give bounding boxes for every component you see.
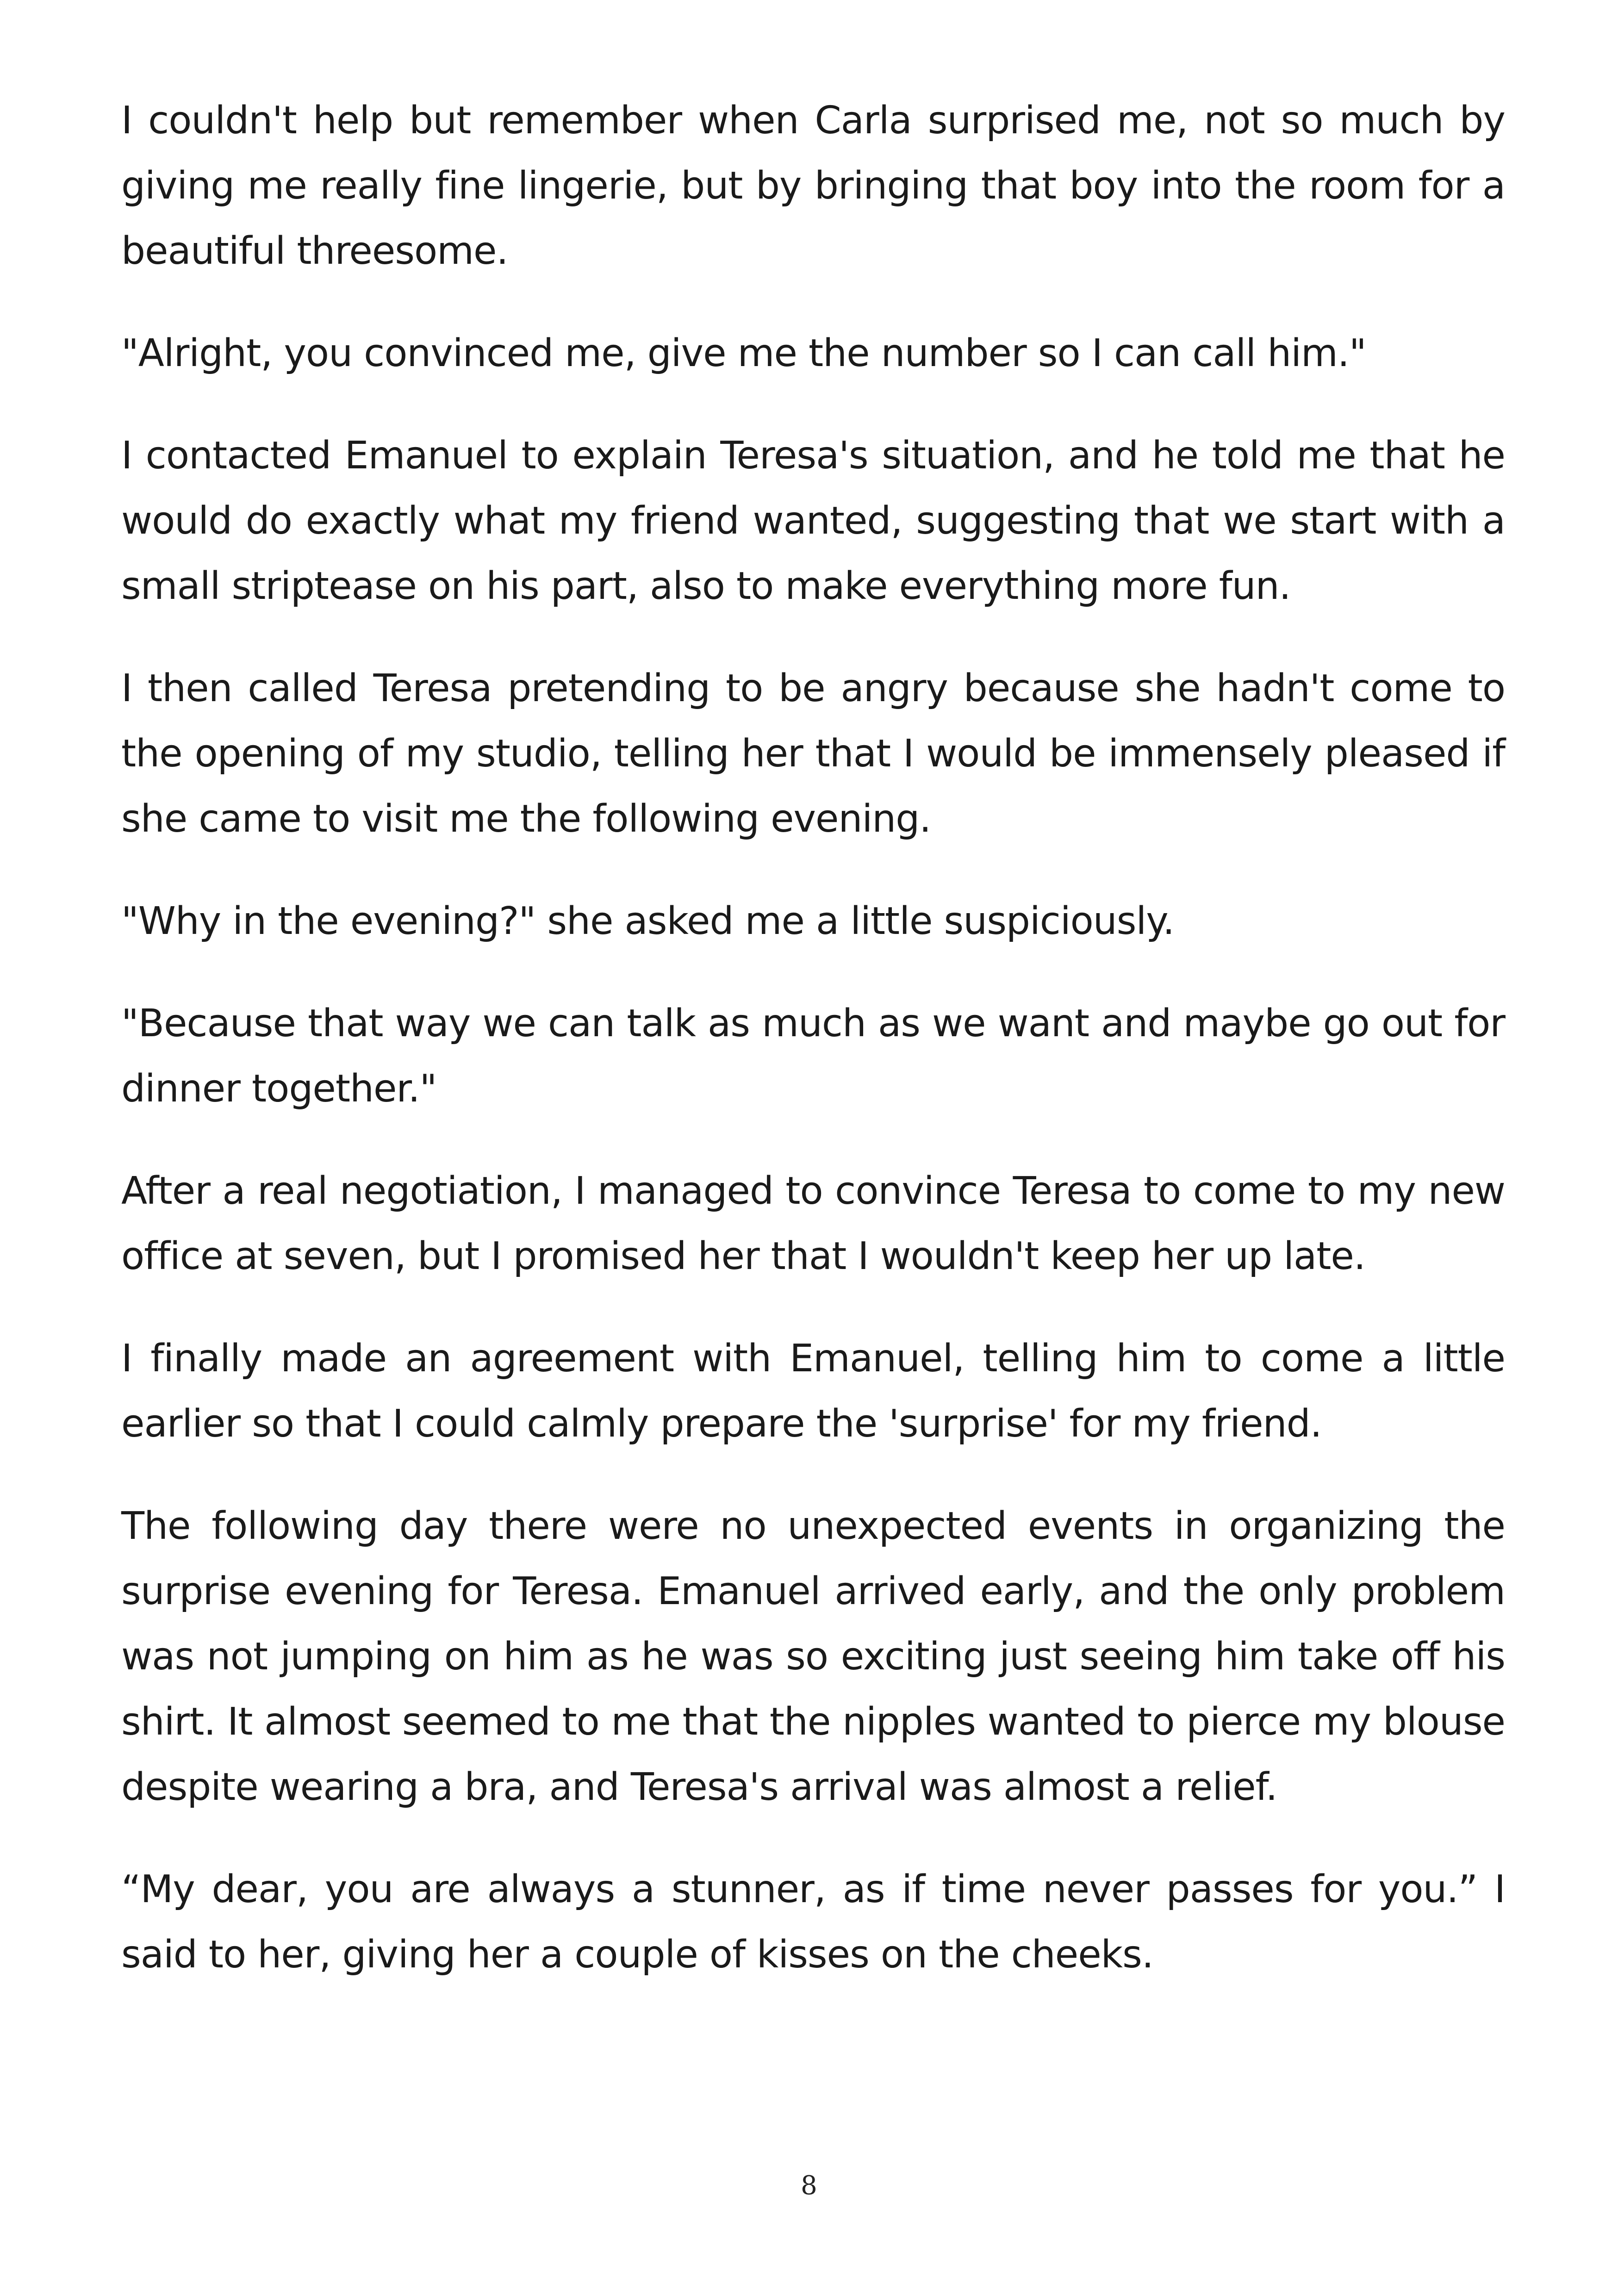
paragraph-1: I couldn't help but remember when Carla surprised me, not so much by giving me really fine lingerie, but by bringing that boy into the room for a beautiful threesome. <box>121 99 1505 273</box>
paragraph-2: "Alright, you convinced me, give me the number so I can call him." <box>121 331 1366 375</box>
paragraph-7: After a real negotiation, I managed to convince Teresa to come to my new office at seven, but I promised her that I wouldn't keep her up late. <box>121 1169 1505 1278</box>
page-body <box>121 88 1505 2024</box>
paragraph-10: “My dear, you are always a stunner, as if time never passes for you.” I said to her, giving her a couple of kisses on the cheeks. <box>121 1867 1505 1977</box>
paragraph-5: "Why in the evening?" she asked me a little suspiciously. <box>121 899 1175 943</box>
page-number: 8 <box>801 2171 817 2201</box>
paragraph-9: The following day there were no unexpected events in organizing the surprise evening for Teresa. Emanuel arrived early, and the only problem was not jumping on him as he was so exciting just seeing him take off his shirt. It almost seemed to me that the nipples wanted to pierce my blouse despite wearing a bra, and Teresa's arrival was almost a relief. <box>121 1504 1505 1809</box>
paragraph-3: I contacted Emanuel to explain Teresa's situation, and he told me that he would do exactly what my friend wanted, suggesting that we start with a small striptease on his part, also to make everything more fun. <box>121 434 1505 608</box>
paragraph-8: I finally made an agreement with Emanuel, telling him to come a little earlier so that I could calmly prepare the 'surprise' for my friend. <box>121 1337 1505 1446</box>
paragraph-4: I then called Teresa pretending to be angry because she hadn't come to the opening of my studio, telling her that I would be immensely pleased if she came to visit me the following evening. <box>121 666 1505 841</box>
paragraph-6: "Because that way we can talk as much as we want and maybe go out for dinner together." <box>121 1002 1505 1111</box>
